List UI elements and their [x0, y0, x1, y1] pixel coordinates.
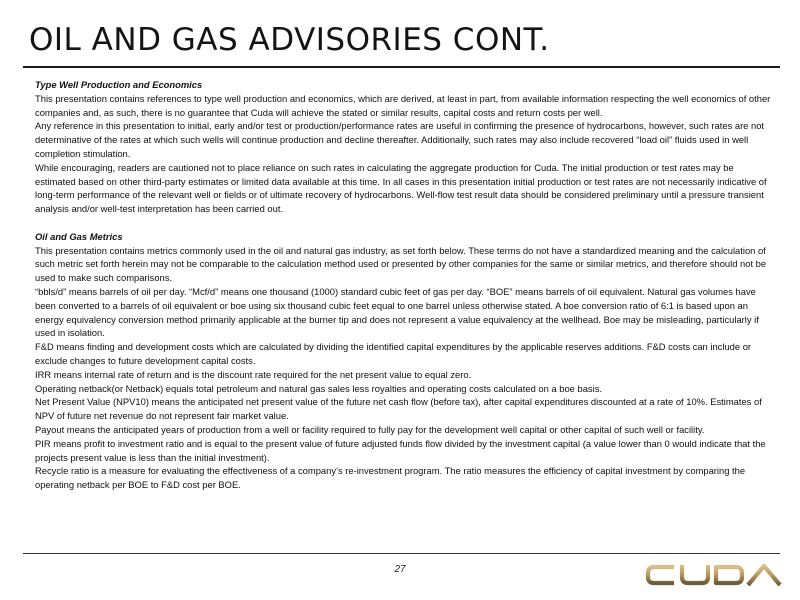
cuda-logo — [644, 563, 784, 587]
paragraph: “bbls/d” means barrels of oil per day. “Mcf/d” means one thousand (1000) standard cubic feet of gas per day. “BOE” means barrels of oil equivalent. Natural gas volumes have been converted to a barrels of oil equivalent or boe using six thousand cubic feet equal to one barrel unless otherwise stated. A boe conversion ratio of 6:1 is based upon an energy equivalency conversion method primarily applicable at the burner tip and does not represent a value equivalency at the wellhead. Boe may be misleading, particularly if used in isolation. — [35, 285, 759, 339]
section-heading-type-well: Type Well Production and Economics — [35, 79, 203, 90]
advisory-body — [35, 78, 775, 492]
page-number: 27 — [394, 564, 406, 575]
paragraph: IRR means internal rate of return and is the discount rate required for the net present value to equal zero. — [35, 368, 472, 380]
paragraph: While encouraging, readers are cautioned not to place reliance on such rates in calculating the aggregate production for Cuda. The initial production or test rates may be estimated based on other third-party estimates or limited data available at this time. In all cases in this presentation initial production or test rates are not necessarily indicative of long-term performance of the relevant well or fields or of ultimate recovery of hydrocarbons. Well-flow test result data should be considered preliminary until a pressure transient analysis and/or well-test interpretation has been carried out. — [35, 161, 767, 215]
paragraph: PIR means profit to investment ratio and is equal to the present value of future adjusted funds flow divided by the investment capital (a value lower than 0 would indicate that the projects present value is less than the initial investment). — [35, 437, 766, 463]
section-heading-metrics: Oil and Gas Metrics — [35, 230, 123, 242]
paragraph: Net Present Value (NPV10) means the anticipated net present value of the future net cash flow (before tax), after capital expenditures discounted at a rate of 10%. Estimates of NPV of future net revenue do not represent fair market value. — [35, 396, 762, 422]
paragraph: Recycle ratio is a measure for evaluating the effectiveness of a company’s re-investment program. The ratio measures the efficiency of capital investment by comparing the operating netback per BOE to F&D cost per BOE. — [35, 465, 746, 491]
section-spacer — [35, 216, 775, 230]
page-title: OIL AND GAS ADVISORIES CONT. — [29, 22, 550, 58]
paragraph: This presentation contains references to type well production and economics, which are derived, at least in part, from available information respecting the well economics of other companies and, as such, there is no guarantee that Cuda will achieve the stated or similar results, capital costs and return costs per well. — [35, 92, 771, 118]
paragraph: Payout means the anticipated years of production from a well or facility required to fully pay for the development well capital or other capital of such well or facility. — [35, 423, 705, 435]
paragraph: This presentation contains metrics commonly used in the oil and natural gas industry, as set forth below. These terms do not have a standardized meaning and the calculation of such metric set forth herein may not be comparable to the calculation method used or presented by other companies for the same or similar metrics, and therefore should not be used to make such comparisons. — [35, 244, 767, 284]
paragraph: Any reference in this presentation to initial, early and/or test or production/performance rates are useful in confirming the presence of hydrocarbons, however, such rates are not determinative of the rates at which such wells will continue production and decline thereafter. Additionally, such rates may also include recovered “load oil” fluids used in well completion stimulation. — [35, 120, 765, 159]
paragraph: F&D means finding and development costs which are calculated by dividing the identified capital expenditures by the applicable reserves additions. F&D costs can include or exclude changes to future development capital costs. — [35, 341, 752, 366]
footer-divider — [23, 553, 780, 554]
paragraph: Operating netback(or Netback) equals total petroleum and natural gas sales less royalties and operating costs calculated on a boe basis. — [35, 382, 602, 394]
title-divider — [23, 66, 780, 68]
